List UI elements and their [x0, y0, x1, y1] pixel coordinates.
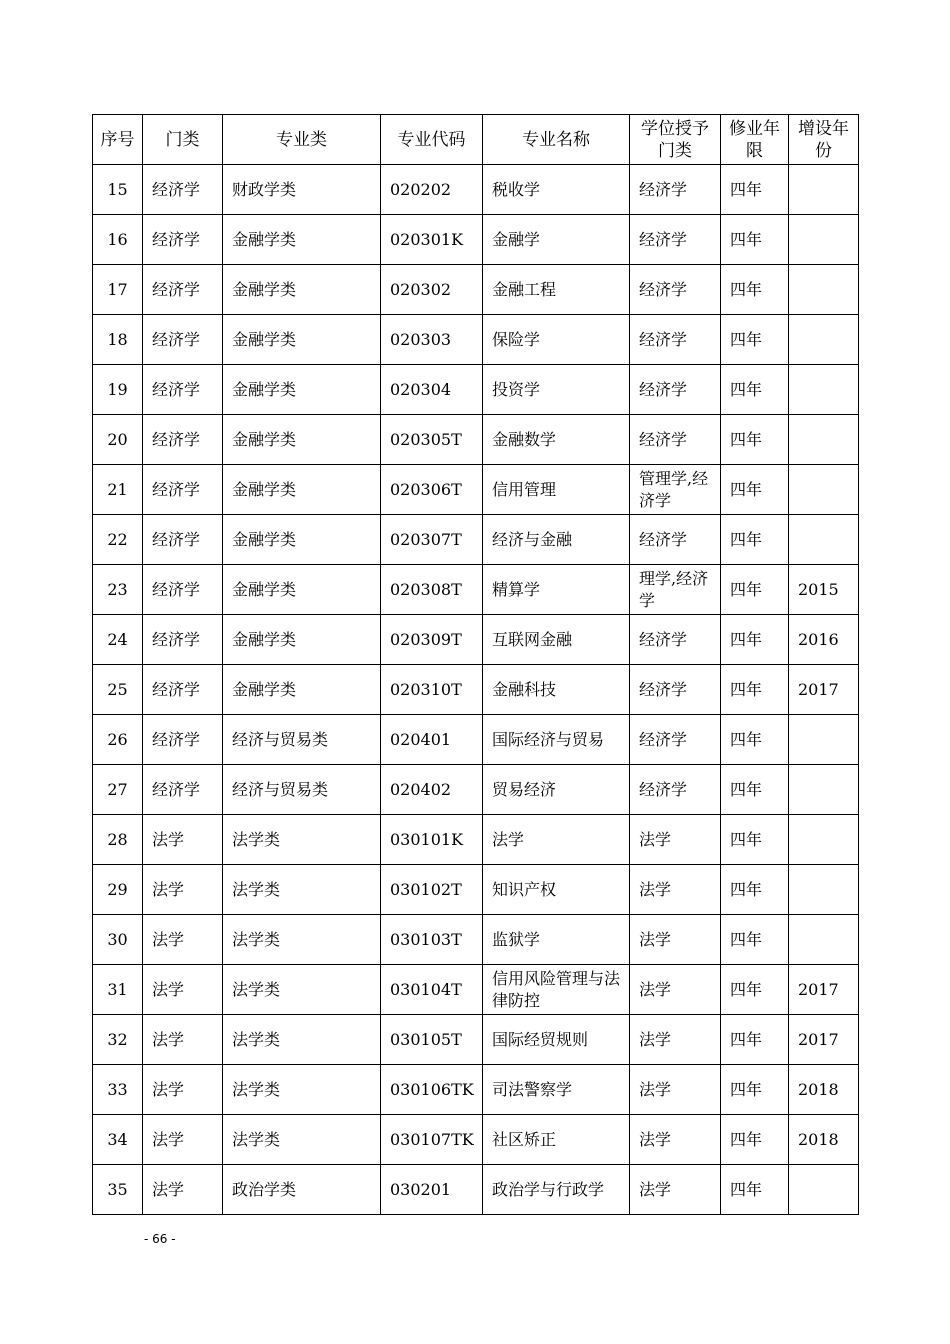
major-code-cell: 030107TK — [381, 1115, 483, 1165]
seq-cell: 28 — [93, 815, 143, 865]
study-years-cell: 四年 — [721, 715, 789, 765]
added-year-cell — [789, 165, 859, 215]
added-year-cell — [789, 215, 859, 265]
table-row — [93, 715, 859, 765]
study-years-cell: 四年 — [721, 515, 789, 565]
seq-cell: 19 — [93, 365, 143, 415]
seq-cell: 17 — [93, 265, 143, 315]
degree-category-cell: 法学 — [630, 1065, 721, 1115]
degree-category-cell: 法学 — [630, 1015, 721, 1065]
major-class-cell: 金融学类 — [223, 215, 381, 265]
category-cell: 经济学 — [143, 765, 223, 815]
major-class-cell: 经济与贸易类 — [223, 765, 381, 815]
table-row — [93, 165, 859, 215]
major-name-cell: 互联网金融 — [483, 615, 630, 665]
category-cell: 经济学 — [143, 265, 223, 315]
seq-cell: 34 — [93, 1115, 143, 1165]
category-cell: 经济学 — [143, 215, 223, 265]
category-cell: 经济学 — [143, 565, 223, 615]
added-year-cell — [789, 815, 859, 865]
table-row — [93, 615, 859, 665]
added-year-cell: 2018 — [789, 1065, 859, 1115]
major-class-cell: 金融学类 — [223, 315, 381, 365]
major-class-cell: 金融学类 — [223, 365, 381, 415]
study-years-cell: 四年 — [721, 1165, 789, 1215]
added-year-cell — [789, 715, 859, 765]
major-class-cell: 法学类 — [223, 965, 381, 1015]
added-year-cell: 2017 — [789, 665, 859, 715]
seq-cell: 35 — [93, 1165, 143, 1215]
major-code-cell: 030105T — [381, 1015, 483, 1065]
seq-cell: 23 — [93, 565, 143, 615]
study-years-cell: 四年 — [721, 1115, 789, 1165]
major-name-cell: 精算学 — [483, 565, 630, 615]
added-year-cell: 2017 — [789, 1015, 859, 1065]
table-row — [93, 815, 859, 865]
category-cell: 经济学 — [143, 365, 223, 415]
major-class-cell: 金融学类 — [223, 415, 381, 465]
category-cell: 经济学 — [143, 415, 223, 465]
major-class-cell: 金融学类 — [223, 615, 381, 665]
study-years-cell: 四年 — [721, 915, 789, 965]
major-code-cell: 030103T — [381, 915, 483, 965]
study-years-cell: 四年 — [721, 615, 789, 665]
major-code-cell: 020202 — [381, 165, 483, 215]
table-row — [93, 1115, 859, 1165]
study-years-cell: 四年 — [721, 165, 789, 215]
degree-category-cell: 法学 — [630, 1115, 721, 1165]
added-year-cell — [789, 765, 859, 815]
seq-cell: 22 — [93, 515, 143, 565]
study-years-cell: 四年 — [721, 865, 789, 915]
table-row — [93, 415, 859, 465]
table-row — [93, 865, 859, 915]
table-row — [93, 965, 859, 1015]
major-class-cell: 法学类 — [223, 1015, 381, 1065]
table-row — [93, 765, 859, 815]
major-name-cell: 法学 — [483, 815, 630, 865]
major-code-cell: 030201 — [381, 1165, 483, 1215]
seq-cell: 33 — [93, 1065, 143, 1115]
seq-cell: 29 — [93, 865, 143, 915]
study-years-cell: 四年 — [721, 665, 789, 715]
study-years-cell: 四年 — [721, 265, 789, 315]
table-row — [93, 1015, 859, 1065]
major-code-cell: 020310T — [381, 665, 483, 715]
table-row — [93, 915, 859, 965]
header-category: 门类 — [143, 115, 223, 165]
major-class-cell: 法学类 — [223, 815, 381, 865]
major-class-cell: 经济与贸易类 — [223, 715, 381, 765]
header-degree-category: 学位授予门类 — [630, 115, 721, 165]
major-name-cell: 信用管理 — [483, 465, 630, 515]
major-class-cell: 金融学类 — [223, 465, 381, 515]
category-cell: 法学 — [143, 1165, 223, 1215]
major-class-cell: 金融学类 — [223, 265, 381, 315]
major-class-cell: 金融学类 — [223, 665, 381, 715]
major-name-cell: 金融科技 — [483, 665, 630, 715]
major-name-cell: 知识产权 — [483, 865, 630, 915]
degree-category-cell: 理学,经济学 — [630, 565, 721, 615]
major-class-cell: 法学类 — [223, 915, 381, 965]
major-name-cell: 投资学 — [483, 365, 630, 415]
table-row — [93, 365, 859, 415]
header-added-year: 增设年份 — [789, 115, 859, 165]
table-row — [93, 315, 859, 365]
category-cell: 法学 — [143, 965, 223, 1015]
study-years-cell: 四年 — [721, 1065, 789, 1115]
category-cell: 经济学 — [143, 465, 223, 515]
study-years-cell: 四年 — [721, 765, 789, 815]
category-cell: 法学 — [143, 865, 223, 915]
major-code-cell: 030102T — [381, 865, 483, 915]
study-years-cell: 四年 — [721, 465, 789, 515]
table-row — [93, 515, 859, 565]
category-cell: 经济学 — [143, 515, 223, 565]
degree-category-cell: 法学 — [630, 815, 721, 865]
major-class-cell: 法学类 — [223, 1115, 381, 1165]
major-code-cell: 020303 — [381, 315, 483, 365]
header-seq: 序号 — [93, 115, 143, 165]
major-class-cell: 金融学类 — [223, 565, 381, 615]
seq-cell: 18 — [93, 315, 143, 365]
added-year-cell — [789, 315, 859, 365]
study-years-cell: 四年 — [721, 815, 789, 865]
degree-category-cell: 法学 — [630, 965, 721, 1015]
category-cell: 经济学 — [143, 665, 223, 715]
seq-cell: 32 — [93, 1015, 143, 1065]
added-year-cell — [789, 365, 859, 415]
major-class-cell: 法学类 — [223, 865, 381, 915]
study-years-cell: 四年 — [721, 565, 789, 615]
degree-category-cell: 经济学 — [630, 315, 721, 365]
header-major-class: 专业类 — [223, 115, 381, 165]
degree-category-cell: 管理学,经济学 — [630, 465, 721, 515]
majors-table — [92, 114, 859, 1215]
degree-category-cell: 经济学 — [630, 265, 721, 315]
added-year-cell — [789, 265, 859, 315]
major-name-cell: 经济与金融 — [483, 515, 630, 565]
added-year-cell — [789, 915, 859, 965]
table-row — [93, 265, 859, 315]
degree-category-cell: 法学 — [630, 915, 721, 965]
major-code-cell: 020402 — [381, 765, 483, 815]
degree-category-cell: 经济学 — [630, 215, 721, 265]
major-name-cell: 监狱学 — [483, 915, 630, 965]
added-year-cell — [789, 415, 859, 465]
major-class-cell: 金融学类 — [223, 515, 381, 565]
major-name-cell: 社区矫正 — [483, 1115, 630, 1165]
major-name-cell: 司法警察学 — [483, 1065, 630, 1115]
table-row — [93, 1065, 859, 1115]
added-year-cell — [789, 465, 859, 515]
degree-category-cell: 经济学 — [630, 415, 721, 465]
major-class-cell: 财政学类 — [223, 165, 381, 215]
major-code-cell: 030106TK — [381, 1065, 483, 1115]
seq-cell: 27 — [93, 765, 143, 815]
major-name-cell: 国际经贸规则 — [483, 1015, 630, 1065]
table-row — [93, 665, 859, 715]
header-study-years: 修业年限 — [721, 115, 789, 165]
major-code-cell: 020401 — [381, 715, 483, 765]
added-year-cell — [789, 515, 859, 565]
major-code-cell: 020306T — [381, 465, 483, 515]
degree-category-cell: 经济学 — [630, 165, 721, 215]
study-years-cell: 四年 — [721, 215, 789, 265]
major-name-cell: 保险学 — [483, 315, 630, 365]
degree-category-cell: 法学 — [630, 865, 721, 915]
major-class-cell: 政治学类 — [223, 1165, 381, 1215]
major-name-cell: 国际经济与贸易 — [483, 715, 630, 765]
added-year-cell: 2017 — [789, 965, 859, 1015]
category-cell: 法学 — [143, 815, 223, 865]
category-cell: 法学 — [143, 915, 223, 965]
added-year-cell: 2015 — [789, 565, 859, 615]
added-year-cell — [789, 1165, 859, 1215]
header-major-name: 专业名称 — [483, 115, 630, 165]
major-name-cell: 贸易经济 — [483, 765, 630, 815]
seq-cell: 15 — [93, 165, 143, 215]
category-cell: 经济学 — [143, 615, 223, 665]
study-years-cell: 四年 — [721, 415, 789, 465]
study-years-cell: 四年 — [721, 965, 789, 1015]
category-cell: 法学 — [143, 1015, 223, 1065]
seq-cell: 31 — [93, 965, 143, 1015]
major-name-cell: 金融学 — [483, 215, 630, 265]
degree-category-cell: 经济学 — [630, 615, 721, 665]
degree-category-cell: 经济学 — [630, 665, 721, 715]
major-code-cell: 030101K — [381, 815, 483, 865]
study-years-cell: 四年 — [721, 1015, 789, 1065]
degree-category-cell: 法学 — [630, 1165, 721, 1215]
seq-cell: 26 — [93, 715, 143, 765]
seq-cell: 16 — [93, 215, 143, 265]
major-code-cell: 020305T — [381, 415, 483, 465]
study-years-cell: 四年 — [721, 365, 789, 415]
degree-category-cell: 经济学 — [630, 365, 721, 415]
major-name-cell: 税收学 — [483, 165, 630, 215]
table-row — [93, 1165, 859, 1215]
seq-cell: 24 — [93, 615, 143, 665]
major-name-cell: 信用风险管理与法律防控 — [483, 965, 630, 1015]
seq-cell: 25 — [93, 665, 143, 715]
category-cell: 法学 — [143, 1065, 223, 1115]
category-cell: 经济学 — [143, 315, 223, 365]
header-major-code: 专业代码 — [381, 115, 483, 165]
degree-category-cell: 经济学 — [630, 515, 721, 565]
major-class-cell: 法学类 — [223, 1065, 381, 1115]
added-year-cell: 2018 — [789, 1115, 859, 1165]
major-name-cell: 政治学与行政学 — [483, 1165, 630, 1215]
added-year-cell — [789, 865, 859, 915]
category-cell: 法学 — [143, 1115, 223, 1165]
header-row — [93, 115, 859, 165]
seq-cell: 21 — [93, 465, 143, 515]
major-code-cell: 020307T — [381, 515, 483, 565]
major-code-cell: 030104T — [381, 965, 483, 1015]
added-year-cell: 2016 — [789, 615, 859, 665]
degree-category-cell: 经济学 — [630, 715, 721, 765]
major-code-cell: 020301K — [381, 215, 483, 265]
table-row — [93, 215, 859, 265]
category-cell: 经济学 — [143, 165, 223, 215]
degree-category-cell: 经济学 — [630, 765, 721, 815]
page-number: - 66 - — [144, 1232, 176, 1246]
table-row — [93, 565, 859, 615]
major-code-cell: 020309T — [381, 615, 483, 665]
major-name-cell: 金融数学 — [483, 415, 630, 465]
major-code-cell: 020308T — [381, 565, 483, 615]
seq-cell: 20 — [93, 415, 143, 465]
category-cell: 经济学 — [143, 715, 223, 765]
major-code-cell: 020302 — [381, 265, 483, 315]
table-row — [93, 465, 859, 515]
study-years-cell: 四年 — [721, 315, 789, 365]
seq-cell: 30 — [93, 915, 143, 965]
major-code-cell: 020304 — [381, 365, 483, 415]
major-name-cell: 金融工程 — [483, 265, 630, 315]
